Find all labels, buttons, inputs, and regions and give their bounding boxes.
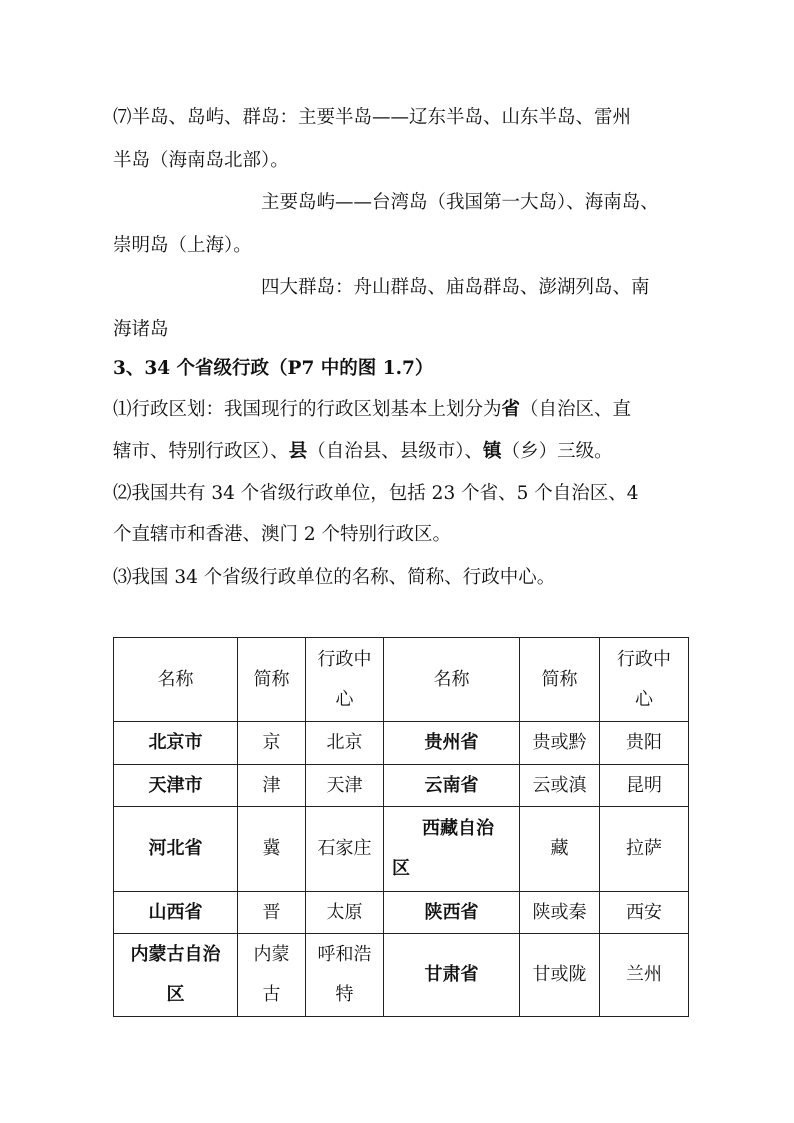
cell-center: 昆明 bbox=[600, 765, 689, 807]
table-row bbox=[114, 807, 689, 892]
cell-center: 石家庄 bbox=[306, 807, 384, 892]
cell-center: 天津 bbox=[306, 765, 384, 807]
cell-name: 山西省 bbox=[114, 892, 238, 934]
paragraph-count-line1: ⑵我国共有 34 个省级行政单位，包括 23 个省、5 个自治区、4 bbox=[113, 483, 639, 504]
section-title: 3、34 个省级行政（P7 中的图 1.7） bbox=[113, 358, 434, 379]
table-row bbox=[114, 765, 689, 807]
division-province-bold: 省 bbox=[501, 399, 521, 420]
cell-center bbox=[306, 934, 384, 1017]
cell-center: 拉萨 bbox=[600, 807, 689, 892]
cell-center-l2: 特 bbox=[335, 984, 354, 1005]
header-abbr: 简称 bbox=[238, 638, 306, 722]
header-center-2-l2: 心 bbox=[635, 688, 653, 710]
division-text-l2c: （自治县、县级市）、 bbox=[307, 441, 484, 462]
header-center-l1: 行政中 bbox=[317, 648, 372, 670]
cell-center-l1: 呼和浩 bbox=[317, 944, 372, 965]
cell-name bbox=[384, 807, 520, 892]
division-text-l2e: （乡）三级。 bbox=[501, 441, 613, 462]
header-abbr-2: 简称 bbox=[520, 638, 600, 722]
cell-name-l1: 西藏自治 bbox=[422, 818, 494, 839]
cell-abbr: 藏 bbox=[520, 807, 600, 892]
cell-abbr: 冀 bbox=[238, 807, 306, 892]
paragraph-division-line2 bbox=[113, 439, 613, 465]
paragraph-archipelagos-line2: 海诸岛 bbox=[113, 319, 169, 340]
table-row bbox=[114, 722, 689, 765]
header-name-2: 名称 bbox=[384, 638, 520, 722]
division-text-c: （自治区、直 bbox=[520, 399, 632, 420]
cell-abbr: 甘或陇 bbox=[520, 934, 600, 1017]
cell-abbr: 晋 bbox=[238, 892, 306, 934]
paragraph-islands-line1: 主要岛屿——台湾岛（我国第一大岛）、海南岛、 bbox=[261, 192, 659, 213]
paragraph-table-intro: ⑶我国 34 个省级行政单位的名称、简称、行政中心。 bbox=[113, 567, 556, 588]
header-center-l2: 心 bbox=[335, 688, 354, 710]
paragraph-peninsula-line2: 半岛（海南岛北部）。 bbox=[113, 150, 289, 171]
cell-abbr: 云或滇 bbox=[520, 765, 600, 807]
division-text-l2a: 辖市、特别行政区）、 bbox=[113, 441, 289, 462]
header-center-2-l1: 行政中 bbox=[617, 648, 671, 670]
table-row bbox=[114, 892, 689, 934]
cell-name: 河北省 bbox=[114, 807, 238, 892]
paragraph-count-line2: 个直辖市和香港、澳门 2 个特别行政区。 bbox=[113, 524, 452, 545]
cell-name: 甘肃省 bbox=[384, 934, 520, 1017]
cell-name: 天津市 bbox=[114, 765, 238, 807]
division-town-bold: 镇 bbox=[483, 441, 502, 462]
cell-abbr-l1: 内蒙 bbox=[253, 944, 290, 965]
cell-center: 西安 bbox=[600, 892, 689, 934]
cell-name: 贵州省 bbox=[384, 722, 520, 765]
paragraph-archipelagos-line1: 四大群岛：舟山群岛、庙岛群岛、澎湖列岛、南 bbox=[261, 277, 650, 298]
province-table bbox=[113, 637, 689, 1017]
paragraph-islands-line2: 崇明岛（上海）。 bbox=[113, 235, 252, 256]
cell-center: 贵阳 bbox=[600, 722, 689, 765]
table-header-row bbox=[114, 638, 689, 722]
cell-abbr bbox=[238, 934, 306, 1017]
cell-center: 太原 bbox=[306, 892, 384, 934]
paragraph-division-line1 bbox=[113, 397, 631, 423]
cell-name-l2: 区 bbox=[392, 858, 410, 879]
cell-name-l2: 区 bbox=[166, 984, 185, 1005]
cell-name: 北京市 bbox=[114, 722, 238, 765]
cell-name: 陕西省 bbox=[384, 892, 520, 934]
cell-abbr: 津 bbox=[238, 765, 306, 807]
cell-name: 云南省 bbox=[384, 765, 520, 807]
cell-center: 兰州 bbox=[600, 934, 689, 1017]
division-county-bold: 县 bbox=[288, 441, 308, 462]
cell-name-l1: 内蒙古自治 bbox=[130, 944, 221, 965]
cell-abbr: 京 bbox=[238, 722, 306, 765]
header-center bbox=[306, 638, 384, 722]
cell-name bbox=[114, 934, 238, 1017]
table-row bbox=[114, 934, 689, 1017]
cell-abbr-l2: 古 bbox=[262, 984, 281, 1005]
division-text-a: ⑴行政区划：我国现行的行政区划基本上划分为 bbox=[113, 399, 502, 420]
cell-center: 北京 bbox=[306, 722, 384, 765]
cell-abbr: 贵或黔 bbox=[520, 722, 600, 765]
paragraph-peninsula-line1: ⑺半岛、岛屿、群岛：主要半岛——辽东半岛、山东半岛、雷州 bbox=[113, 107, 632, 128]
cell-abbr: 陕或秦 bbox=[520, 892, 600, 934]
header-name: 名称 bbox=[114, 638, 238, 722]
header-center-2 bbox=[600, 638, 689, 722]
